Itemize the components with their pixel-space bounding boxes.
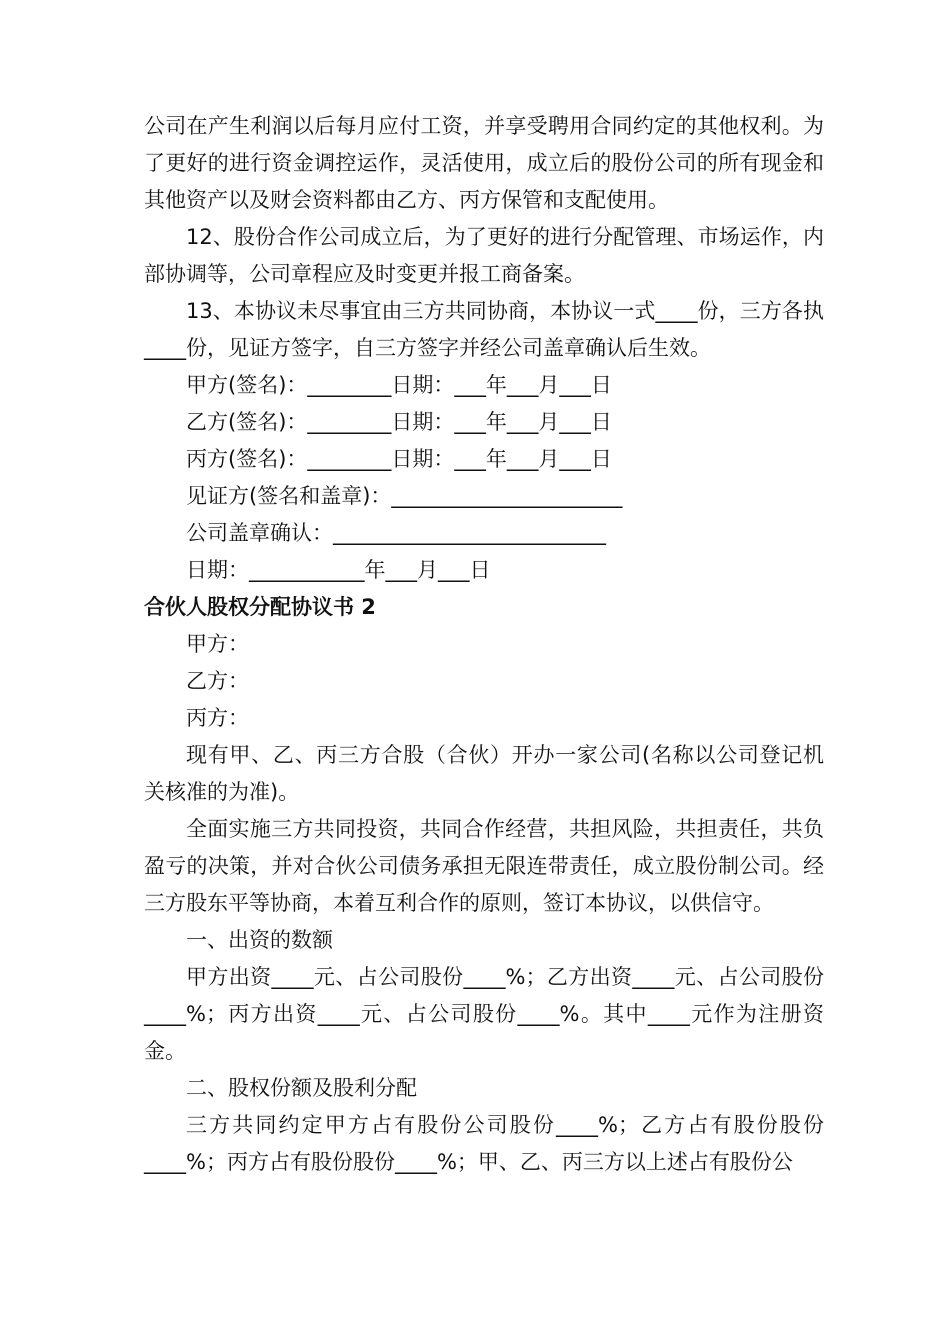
intro-paragraph-1: 现有甲、乙、丙三方合股（合伙）开办一家公司(名称以公司登记机关核准的为准)。 — [144, 743, 824, 804]
clause-12: 12、股份合作公司成立后，为了更好的进行分配管理、市场运作，内部协调等，公司章程应及时变更并报工商备案。 — [144, 225, 824, 286]
intro-paragraph-2: 全面实施三方共同投资，共同合作经营，共担风险，共担责任，共负盈亏的决策，并对合伙公司债务承担无限连带责任，成立股份制公司。经三方股东平等协商，本着互利合作的原则，签订本协议，以供信守。 — [144, 817, 824, 915]
section-1-title: 一、出资的数额 — [186, 928, 333, 952]
paragraph-continued: 公司在产生利润以后每月应付工资，并享受聘用合同约定的其他权利。为了更好的进行资金调控运作，灵活使用，成立后的股份公司的所有现金和其他资产以及财会资料都由乙方、丙方保管和支配使用。 — [144, 114, 824, 212]
signature-line-party-c: 丙方(签名)：________日期：___年___月___日 — [186, 447, 612, 471]
section-2-body: 三方共同约定甲方占有股份公司股份____%；乙方占有股份股份____%；丙方占有股份股份____%；甲、乙、丙三方以上述占有股份公 — [144, 1113, 824, 1174]
date-line: 日期：___________年___月___日 — [186, 558, 491, 582]
party-c-label: 丙方： — [186, 706, 249, 730]
party-a-label: 甲方： — [186, 632, 249, 656]
witness-signature-line: 见证方(签名和盖章)：______________________ — [186, 484, 623, 508]
party-b-label: 乙方： — [186, 669, 249, 693]
signature-line-party-b: 乙方(签名)：________日期：___年___月___日 — [186, 410, 612, 434]
section-1-body: 甲方出资____元、占公司股份____%；乙方出资____元、占公司股份____%；丙方出资____元、占公司股份____%。其中____元作为注册资金。 — [144, 965, 824, 1063]
section-2-title: 二、股权份额及股利分配 — [186, 1076, 417, 1100]
company-seal-line: 公司盖章确认：__________________________ — [186, 521, 606, 545]
section-title: 合伙人股权分配协议书 2 — [144, 595, 376, 619]
signature-line-party-a: 甲方(签名)：________日期：___年___月___日 — [186, 373, 612, 397]
clause-13: 13、本协议未尽事宜由三方共同协商，本协议一式____份，三方各执____份，见证方签字，自三方签字并经公司盖章确认后生效。 — [144, 299, 824, 360]
document-page — [144, 108, 824, 1181]
